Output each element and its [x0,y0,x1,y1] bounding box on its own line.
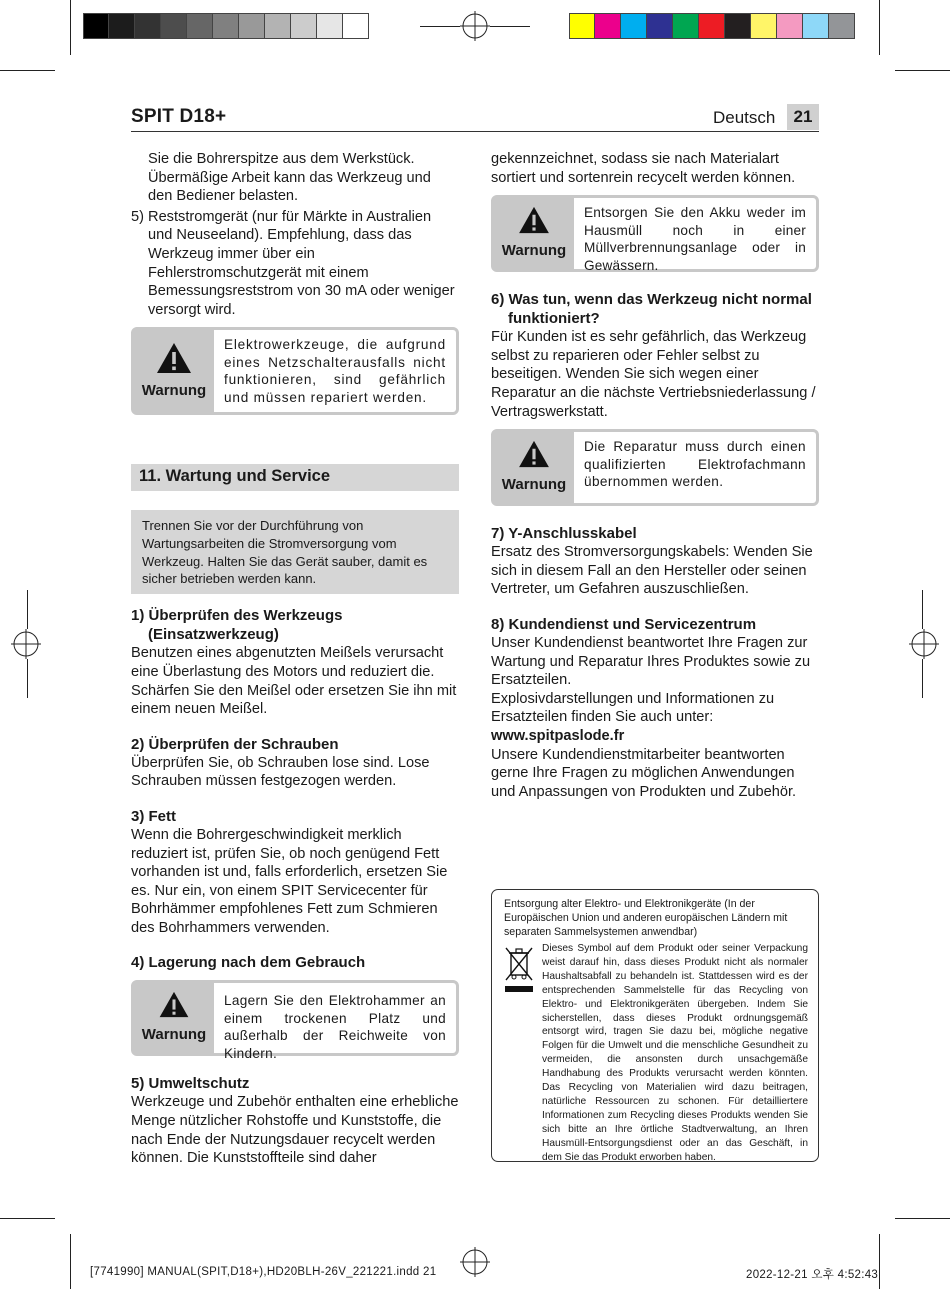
page-number: 21 [787,104,819,130]
crop-mark [922,590,923,629]
crop-mark [70,1234,71,1289]
subsection-1-title [131,606,459,644]
color-swatch [569,13,595,39]
warning-triangle-icon [516,440,552,468]
print-datetime: 2022-12-21 오후 4:52:43 [746,1269,879,1281]
color-swatch [83,13,109,39]
subsection-6-title [491,290,819,328]
continued-text: gekennzeichnet, sodass sie nach Materialart sortiert und sortenrein recycelt werden können. [491,151,796,186]
color-swatch [777,13,803,39]
crop-mark [27,590,28,629]
subsection-1-title-a: 1) Überprüfen des Werkzeugs [131,607,343,625]
color-swatch [265,13,291,39]
registration-mark-icon [11,629,41,659]
color-swatch [751,13,777,39]
registration-mark-icon [460,11,490,41]
color-swatch [291,13,317,39]
crop-mark [420,26,460,27]
subsection-4-title: 4) Lagerung nach dem Gebrauch [131,954,366,972]
subsection-8-text-2: Explosivdarstellungen und Informationen zu Ersatzteilen finden Sie auch unter: [491,690,775,726]
language-label: Deutsch [713,108,776,127]
crop-mark [27,659,28,698]
color-swatch [343,13,369,39]
disposal-text: Dieses Symbol auf dem Produkt oder seiner Verpackung weist darauf hin, dass dieses Produkt nicht als normaler Haushaltsabfall zu behandeln ist. Stattdessen wird es der entsprechenden Sammelstelle für das Recycling von Elektro- und Elektronikgeräten übergeben. Indem Sie sicherstellen, dass dieses Produkt ordnungsgemäß entsorgt wird, tragen Sie dazu bei, mögliche negative Folgen für die Umwelt und die menschliche Gesundheit zu vermeiden, die ansonsten durch unsachgemäße Handhabung des Produkts verursacht werden könnten. Das Recycling von Materialien wird dazu beitragen, natürliche Ressourcen zu schonen. Für detailliertere Informationen zum Recycling dieses Produkts wenden Sie sich bitte an Ihre örtliche Stadtverwaltung, an Ihren Hausmüll-Entsorgungsdienst oder an das Geschäft, in dem Sie das Produkt erworben haben. [542,943,808,1163]
warning-text: Elektrowerkzeuge, die aufgrund eines Netzschalterausfalls nicht funktionieren, sind gefährlich und müssen repariert werden. [224,337,446,405]
right-column [491,150,819,801]
disposal-info-box [491,889,819,1162]
crop-mark [879,0,880,55]
color-swatch [673,13,699,39]
warning-triangle-icon [156,991,192,1018]
header-divider [131,131,819,132]
intro-box: Trennen Sie vor der Durchführung von Wartungsarbeiten die Stromversorgung vom Werkzeug. Halten Sie das Gerät sauber, damit es sicher betrieben werden kann. [131,510,459,594]
color-swatch [647,13,673,39]
subsection-8-title: 8) Kundendienst und Servicezentrum [491,615,757,633]
warning-box [131,980,459,1061]
color-swatch [161,13,187,39]
warning-box [131,327,459,415]
subsection-8-text-3: Unsere Kundendienstmitarbeiter beantworten gerne Ihre Fragen zu möglichen Anwendungen und Anpassungen von Produkten und Zubehör. [491,746,797,800]
warning-triangle-icon [156,342,192,374]
subsection-2-title: 2) Überprüfen der Schrauben [131,735,339,753]
color-swatch [135,13,161,39]
warning-label: Warnung [141,1026,207,1044]
warning-box [491,429,819,506]
crop-mark [895,1218,950,1219]
color-swatch [213,13,239,39]
warning-label: Warnung [501,476,567,494]
crop-mark [0,70,55,71]
warning-box [491,195,819,272]
crossed-bin-icon [504,942,542,1165]
color-swatch [803,13,829,39]
warning-label: Warnung [141,381,207,399]
warning-label: Warnung [501,242,567,260]
color-swatch [725,13,751,39]
subsection-7-title: 7) Y-Anschlusskabel [491,525,637,543]
color-swatch [317,13,343,39]
warning-triangle-icon [516,206,552,234]
color-swatch [595,13,621,39]
subsection-6-title-a: 6) Was tun, wenn das Werkzeug nicht normal [491,291,812,309]
file-slug: [7741990] MANUAL(SPIT,D18+),HD20BLH-26V_221221.indd 21 [90,1266,437,1278]
color-swatch [699,13,725,39]
registration-mark-icon [909,629,939,659]
subsection-8-text-1: Unser Kundendienst beantwortet Ihre Fragen zur Wartung und Reparatur Ihres Produktes sowie zu Ersatzteilen. [491,634,811,689]
subsection-1-title-b: (Einsatzwerkzeug) [148,626,279,644]
warning-badge [134,330,214,412]
continued-text: Sie die Bohrerspitze aus dem Werkstück. Übermäßige Arbeit kann das Werkzeug und den Bediener belasten. [148,151,431,205]
crop-mark [70,0,71,55]
section-title: 11. Wartung und Service [131,464,459,491]
subsection-6-title-b: funktioniert? [508,310,600,328]
subsection-7-text: Ersatz des Stromversorgungskabels: Wenden Sie sich in diesem Fall an den Hersteller oder seinen Vertreter, um Gefahren auszuschließen. [491,544,813,598]
subsection-2-text: Überprüfen Sie, ob Schrauben lose sind. Lose Schrauben müssen festgezogen werden. [131,754,430,790]
left-column [131,150,459,1168]
subsection-5-text: Werkzeuge und Zubehör enthalten eine erhebliche Menge nützlicher Rohstoffe und Kunststoffe, die nach Ende der Nutzungsdauer recycelt werden können. Die Kunststoffteile sind daher [131,1094,459,1167]
crop-mark [0,1218,55,1219]
subsection-3-text: Wenn die Bohrergeschwindigkeit merklich reduziert ist, prüfen Sie, ob noch genügend Fett vorhanden ist und, falls erforderlich, ersetzen Sie es. Nur ein, von einem SPIT Servicecenter für Bohrhämmer empfohlenes Fett zum Schmieren des Bohrhammers verwenden. [131,826,448,936]
registration-mark-icon [460,1247,490,1277]
subsection-5-title: 5) Umweltschutz [131,1075,250,1093]
color-swatch [239,13,265,39]
warning-badge [134,983,214,1053]
color-swatch [187,13,213,39]
subsection-3-title: 3) Fett [131,807,176,825]
color-swatch-strip [569,13,855,39]
warning-text: Lagern Sie den Elektrohammer an einem trockenen Platz und außerhalb der Reichweite von Kindern. [224,993,446,1061]
crop-mark [895,70,950,71]
warning-badge [494,432,574,503]
crop-mark [879,1234,880,1289]
color-swatch [621,13,647,39]
website-link[interactable]: www.spitpaslode.fr [491,727,625,744]
crop-mark [490,26,530,27]
color-swatch [829,13,855,39]
subsection-6-text: Für Kunden ist es sehr gefährlich, das Werkzeug selbst zu reparieren oder Fehler selbst zu beseitigen. Wenden Sie sich wegen einer Reparatur an die nächste Vertriebsniederlassung / Vertragswerkstatt. [491,329,816,420]
warning-text: Die Reparatur muss durch einen qualifizierten Elektrofachmann übernommen werden. [584,439,806,490]
color-swatch [109,13,135,39]
gray-swatch-strip [83,13,369,39]
crop-mark [922,659,923,698]
item-5-text: 5) Reststromgerät (nur für Märkte in Australien und Neuseeland). Empfehlung, dass das Werkzeug immer über ein Fehlerstromschutzgerät mit einem Bemessungsreststrom von 30 mA oder weniger versorgt wird. [131,208,455,318]
subsection-1-text: Benutzen eines abgenutzten Meißels verursacht eine Überlastung des Motors und reduziert die. Schärfen Sie den Meißel oder ersetzen Sie ihn mit einem neuen Meißel. [131,645,457,718]
warning-text: Entsorgen Sie den Akku weder im Hausmüll noch in einer Müllverbrennungsanlage oder in Gewässern. [584,205,806,273]
disposal-heading: Entsorgung alter Elektro- und Elektronikgeräte (In der Europäischen Union und anderen europäischen Ländern mit separaten Sammelsystemen anwendbar) [504,898,788,938]
warning-badge [494,198,574,269]
product-title: SPIT D18+ [131,106,227,127]
